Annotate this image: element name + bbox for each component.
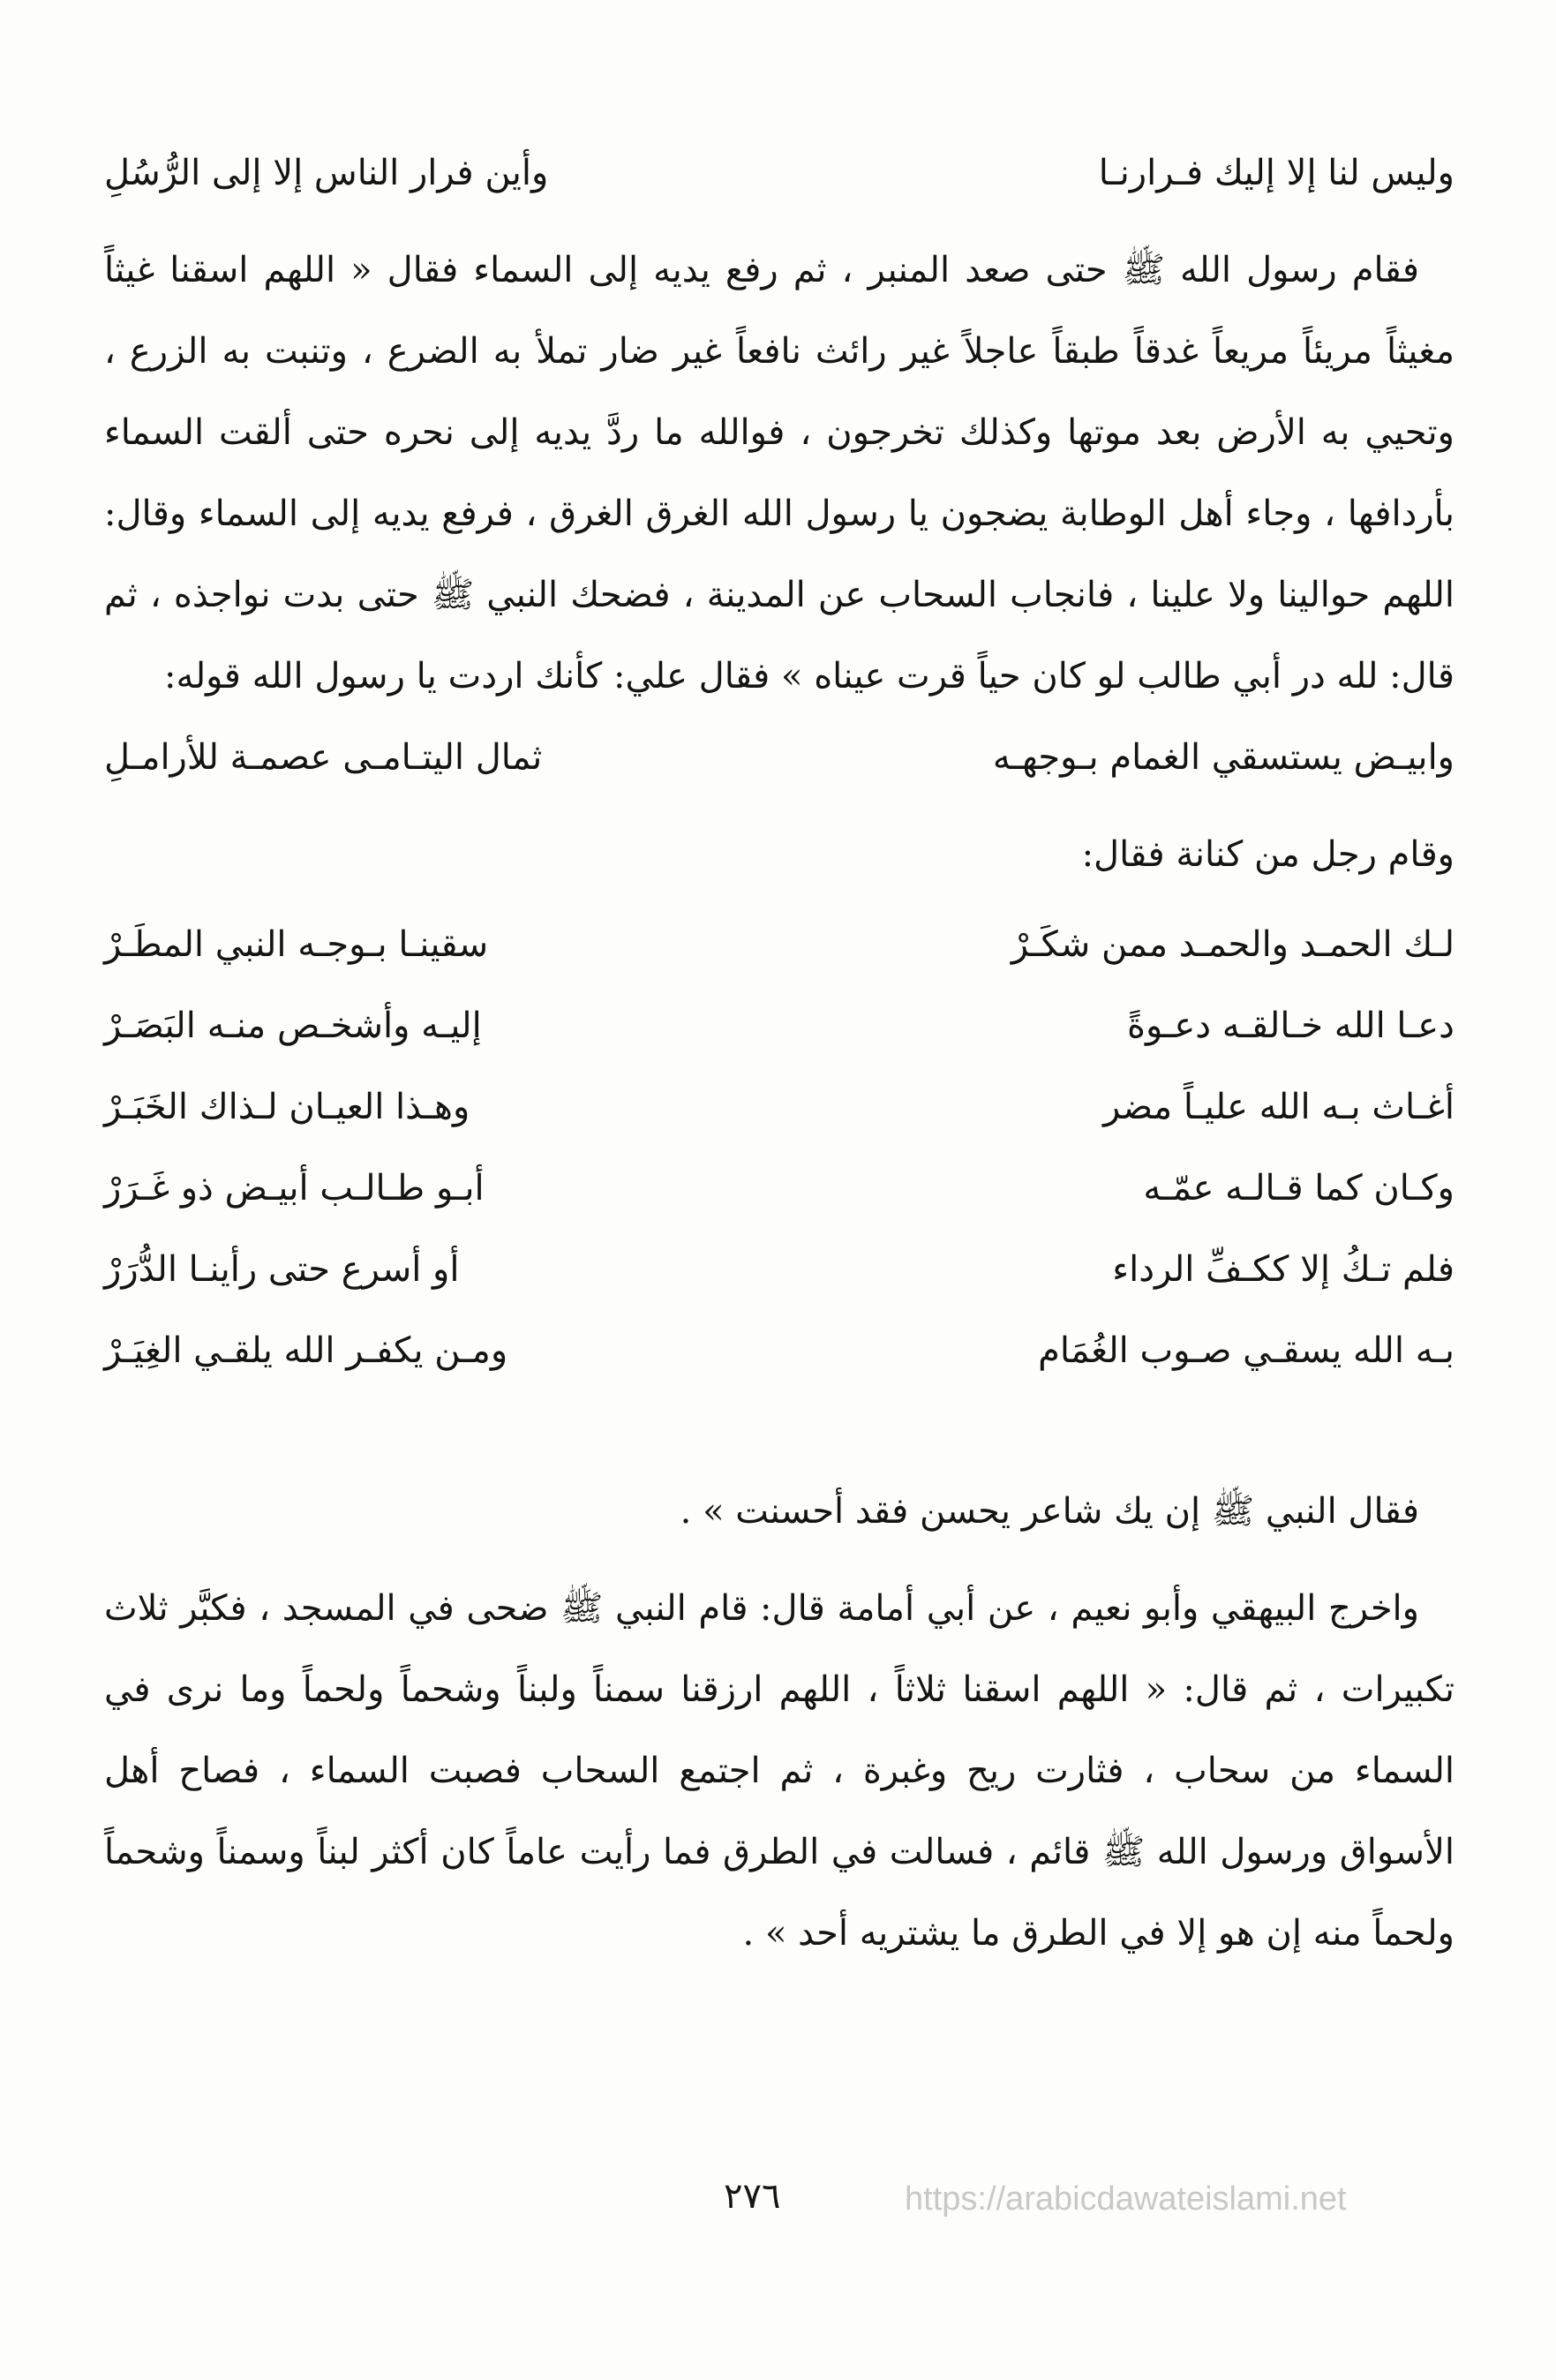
paragraph-1: فقام رسول الله ﷺ حتى صعد المنبر ، ثم رفع يديه إلى السماء فقال « اللهم اسقنا غيثاً مغيثاً مريئاً مريعاً غدقاً طبقاً عاجلاً غير رائث نافعاً غير ضار تملأ به الضرع ، وتنبت به الزرع ، وتحيي به الأرض بعد موتها وكذلك تخرجون ، فوالله ما ردَّ يديه إلى نحره حتى ألقت السماء بأردافها ، وجاء أهل الوطابة يضجون يا رسول الله الغرق الغرق ، فرفع يديه إلى السماء وقال: اللهم حوالينا ولا علينا ، فانجاب السحاب عن المدينة ، فضحك النبي ﷺ حتى بدت نواجذه ، ثم قال: لله در أبي طالب لو كان حياً قرت عيناه » فقال علي: كأنك اردت يا رسول الله قوله:	[104, 250, 1455, 697]
poem-verse-second-hemistich: إليـه وأشخـص منـه البَصَـرْ	[104, 1005, 482, 1046]
poem-verse-second-hemistich: ومـن يكفـر الله يلقـي الغِيَـرْ	[104, 1330, 508, 1371]
poem-verse-first-hemistich: أغـاث بـه الله عليـاً مضر	[1102, 1087, 1455, 1127]
poem-verse-second-hemistich: سقينـا بـوجـه النبي المطَـرْ	[104, 924, 489, 965]
poem-verse-first-hemistich: لـك الحمـد والحمـد ممن شكَـرْ	[1011, 924, 1455, 965]
middle-verse-first-hemistich: وابيـض يستسقي الغمام بـوجهـه	[992, 737, 1455, 778]
poem-verse-second-hemistich: أبـو طـالـب أبيـض ذو غَـرَرْ	[104, 1168, 485, 1209]
middle-verse-second-hemistich: ثمال اليتـامـى عصمـة للأرامـلِ	[104, 737, 543, 778]
watermark: https://arabicdawateislami.net	[905, 2180, 1347, 2218]
paragraph-2: واخرج البيهقي وأبو نعيم ، عن أبي أمامة قال: قام النبي ﷺ ضحى في المسجد ، فكبَّر ثلاث تكبيرات ، ثم قال: « اللهم اسقنا ثلاثاً ، اللهم ارزقنا سمناً ولبناً وشحماً ولحماً وما نرى في السماء من سحاب ، فثارت ريح وغبرة ، ثم اجتمع السحاب فصبت السماء ، فصاح أهل الأسواق ورسول الله ﷺ قائم ، فسالت في الطرق فما رأيت عاماً كان أكثر لبناً وسمناً وشحماً ولحماً منه إن هو إلا في الطرق ما يشتريه أحد » .	[104, 1588, 1455, 1954]
poem-verse	[104, 1310, 1455, 1391]
opening-verse-second-hemistich: وأين فرار الناس إلا إلى الرُّسُلِ	[104, 153, 549, 193]
opening-verse	[104, 132, 1455, 214]
poem-verse	[104, 1066, 1455, 1148]
poem-verse-first-hemistich: فلم تـكُ إلا ككـفِّ الرداء	[1112, 1249, 1455, 1290]
poem-verse-first-hemistich: وكـان كما قـالـه عمّـه	[1143, 1168, 1455, 1209]
poem-verse-first-hemistich: بـه الله يسقـي صـوب الغُمَام	[1038, 1330, 1455, 1371]
poem-verse	[104, 1148, 1455, 1229]
page-number: ٢٧٦	[724, 2176, 781, 2217]
intro-line: وقام رجل من كنانة فقال:	[1081, 834, 1455, 875]
poem-verse-first-hemistich: دعـا الله خـالقـه دعـوةً	[1127, 1005, 1455, 1046]
poem-verse	[104, 985, 1455, 1066]
poem-verse-second-hemistich: وهـذا العيـان لـذاك الخَبَـرْ	[104, 1087, 470, 1127]
page-content	[104, 132, 1455, 1974]
poem-verse-second-hemistich: أو أسرع حتى رأينـا الدُّرَرْ	[104, 1249, 460, 1290]
poem-verse	[104, 904, 1455, 985]
poem-verse	[104, 1229, 1455, 1310]
middle-verse	[104, 717, 1455, 798]
opening-verse-first-hemistich: وليس لنا إلا إليك فـرارنـا	[1098, 153, 1455, 193]
closing-line: فقال النبي ﷺ إن يك شاعر يحسن فقد أحسنت » .	[680, 1491, 1419, 1532]
poem	[104, 904, 1455, 1391]
